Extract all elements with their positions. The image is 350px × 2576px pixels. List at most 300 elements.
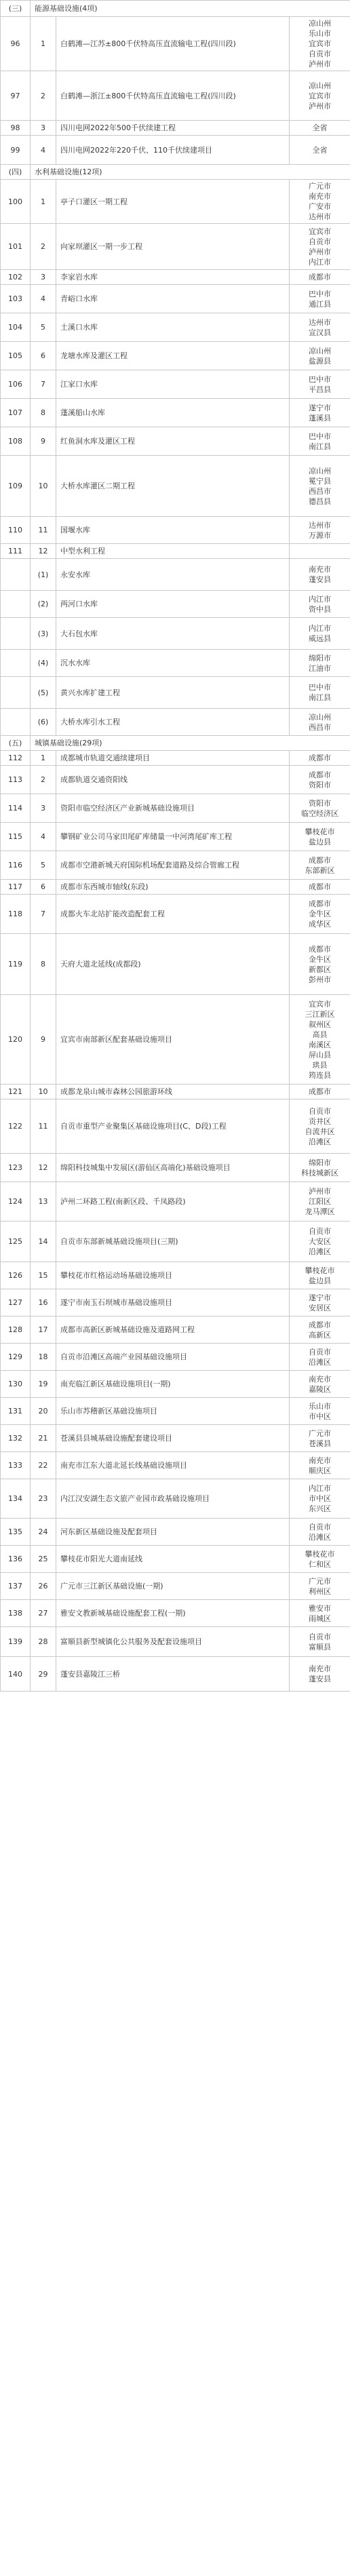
region-name: 自贡市 (309, 1227, 332, 1236)
project-name: 资阳市临空经济区产业新城基础设施项目 (56, 794, 290, 823)
project-name: 自贡市东部新城基础设施项目(三期) (56, 1222, 290, 1262)
row-number: 111 (1, 544, 31, 559)
region-name: 盐源县 (309, 356, 332, 366)
region-cell (290, 880, 350, 895)
table-row (1, 270, 350, 285)
section-row (1, 165, 350, 180)
region-cell (290, 1344, 350, 1371)
region-cell (290, 1398, 350, 1425)
table-row (1, 591, 350, 618)
region-cell (290, 1519, 350, 1546)
region-cell (290, 1546, 350, 1573)
sub-number: 5 (31, 313, 56, 342)
project-name: 攀钢矿业公司马家田尾矿库储量一中河湾尾矿库工程 (56, 823, 290, 851)
project-name: 雅安文教新城基础设施配套工程(一期) (56, 1600, 290, 1627)
region-cell (290, 136, 350, 165)
region-name: 自贡市 (309, 1347, 332, 1357)
sub-number: 12 (31, 544, 56, 559)
sub-number: 14 (31, 1222, 56, 1262)
region-name: 宜宾市 (309, 39, 332, 48)
project-name: 亭子口灌区一期工程 (56, 180, 290, 224)
sub-number: (2) (31, 591, 56, 618)
sub-number: (4) (31, 650, 56, 677)
region-name: 遂宁市 (309, 1293, 332, 1302)
region-name: 广元市 (309, 182, 332, 191)
sub-number: 11 (31, 517, 56, 544)
sub-number: 2 (31, 766, 56, 794)
region-name: 南充市 (309, 1374, 332, 1384)
region-name: 达州市 (309, 317, 332, 327)
sub-number: (3) (31, 618, 56, 650)
region-name: 巴中市 (309, 289, 332, 298)
sub-number: 2 (31, 224, 56, 270)
region-name: 凉山州 (309, 81, 332, 90)
region-name: 成都市 (309, 754, 332, 762)
region-name: 泸州市 (309, 247, 332, 256)
project-name: 蓬安县嘉陵江三桥 (56, 1657, 290, 1692)
region-name: 屏山县 (309, 1050, 332, 1059)
table-row (1, 895, 350, 934)
row-number: 134 (1, 1479, 31, 1519)
table-row (1, 517, 350, 544)
table-row (1, 121, 350, 136)
project-name: 泸州二环路工程(南新区段、千凤路段) (56, 1182, 290, 1222)
region-name: 成都市 (309, 882, 332, 891)
table-row (1, 1262, 350, 1289)
project-name: 富顺县新型城镇化公共服务及配套设施项目 (56, 1627, 290, 1657)
region-name: 遂宁市 (309, 403, 332, 412)
region-name: 南充市 (309, 565, 332, 574)
region-cell (290, 71, 350, 121)
project-name: 两河口水库 (56, 591, 290, 618)
project-name: 龙塘水库及灌区工程 (56, 342, 290, 370)
row-number (1, 591, 31, 618)
row-number (1, 709, 31, 736)
region-name: 通江县 (309, 299, 332, 309)
region-cell (290, 121, 350, 136)
region-cell (290, 766, 350, 794)
row-number: 135 (1, 1519, 31, 1546)
region-cell (290, 456, 350, 517)
row-number: 110 (1, 517, 31, 544)
table-row (1, 766, 350, 794)
row-number: 112 (1, 751, 31, 766)
region-name: 凉山州 (309, 19, 332, 28)
region-name: 凉山州 (309, 346, 332, 355)
region-name: 筠连县 (309, 1070, 332, 1080)
table-row (1, 1344, 350, 1371)
region-cell (290, 823, 350, 851)
region-cell (290, 1085, 350, 1099)
sub-number: (5) (31, 677, 56, 709)
region-name: 大安区 (309, 1237, 332, 1246)
sub-number: 27 (31, 1600, 56, 1627)
region-cell (290, 342, 350, 370)
region-cell (290, 677, 350, 709)
region-cell (290, 895, 350, 934)
row-number: 139 (1, 1627, 31, 1657)
region-cell (290, 1154, 350, 1182)
sub-number: 6 (31, 342, 56, 370)
row-number: 121 (1, 1085, 31, 1099)
region-name: 威远县 (309, 634, 332, 643)
region-cell (290, 650, 350, 677)
sub-number: 15 (31, 1262, 56, 1289)
project-name: 天府大道北延线(成都段) (56, 934, 290, 995)
region-cell (290, 370, 350, 399)
project-name: 土溪口水库 (56, 313, 290, 342)
sub-number: 20 (31, 1398, 56, 1425)
table-row (1, 823, 350, 851)
region-name: 凉山州 (309, 466, 332, 475)
table-row (1, 618, 350, 650)
region-name: 东兴区 (309, 1504, 332, 1513)
region-cell (290, 794, 350, 823)
region-name: 临空经济区 (301, 808, 339, 818)
region-name: 攀枝花市 (305, 1549, 335, 1559)
project-name: 白鹤滩—浙江±800千伏特高压直流输电工程(四川段) (56, 71, 290, 121)
region-name: 平昌县 (309, 385, 332, 394)
region-name: 彭州市 (309, 975, 332, 984)
region-name: 资阳市 (309, 798, 332, 808)
region-name: 南江县 (309, 442, 332, 451)
region-cell (290, 591, 350, 618)
row-number: 136 (1, 1546, 31, 1573)
row-number: 127 (1, 1289, 31, 1316)
table-row (1, 313, 350, 342)
table-row (1, 1657, 350, 1692)
region-name: 泸州市 (309, 1187, 332, 1196)
region-name: 高县 (312, 1030, 328, 1039)
row-number: 117 (1, 880, 31, 895)
region-name: 成都市 (309, 855, 332, 865)
project-name: 江家口水库 (56, 370, 290, 399)
table-row (1, 995, 350, 1085)
region-cell (290, 399, 350, 427)
region-name: 成都市 (309, 770, 332, 779)
region-name: 沿滩区 (309, 1532, 332, 1542)
sub-number: 7 (31, 895, 56, 934)
row-number: 107 (1, 399, 31, 427)
table-body (1, 1, 350, 1692)
table-row (1, 1182, 350, 1222)
row-number: 102 (1, 270, 31, 285)
sub-number: 19 (31, 1371, 56, 1398)
region-name: 攀枝花市 (305, 1266, 335, 1275)
table-row (1, 709, 350, 736)
region-cell (290, 1627, 350, 1657)
table-row (1, 794, 350, 823)
region-cell (290, 1262, 350, 1289)
region-name: 南江县 (309, 693, 332, 702)
project-name: 绵阳科技城集中发展区(游仙区高端化)基础设施项目 (56, 1154, 290, 1182)
project-name: 永安水库 (56, 559, 290, 591)
row-number: 98 (1, 121, 31, 136)
region-cell (290, 559, 350, 591)
table-row (1, 1452, 350, 1479)
region-cell (290, 1452, 350, 1479)
section-title: 能源基础设施(4项) (31, 1, 350, 17)
region-name: 成华区 (309, 920, 332, 929)
project-name: 自贡市沿滩区高端产业园基础设施项目 (56, 1344, 290, 1371)
sub-number: 18 (31, 1344, 56, 1371)
region-cell (290, 934, 350, 995)
table-row (1, 650, 350, 677)
row-number: 129 (1, 1344, 31, 1371)
region-name: 攀枝花市 (305, 827, 335, 836)
region-name: 内江市 (309, 257, 332, 267)
project-name: 河东新区基础设施及配套项目 (56, 1519, 290, 1546)
region-name: 龙马潭区 (305, 1207, 335, 1216)
section-number: (四) (1, 165, 31, 180)
region-name: 东部新区 (305, 865, 335, 875)
region-name: 南充市 (309, 1664, 332, 1673)
region-name: 资阳市 (309, 780, 332, 789)
region-cell (290, 1371, 350, 1398)
region-cell (290, 1573, 350, 1600)
table-row (1, 1289, 350, 1316)
row-number: 124 (1, 1182, 31, 1222)
region-name: 贡井区 (309, 1116, 332, 1126)
region-name: 金牛区 (309, 910, 332, 918)
region-cell (290, 1479, 350, 1519)
region-name: 成都市 (309, 273, 332, 281)
region-cell (290, 851, 350, 880)
row-number: 126 (1, 1262, 31, 1289)
table-row (1, 285, 350, 313)
region-cell (290, 1099, 350, 1154)
table-row (1, 1371, 350, 1398)
row-number: 125 (1, 1222, 31, 1262)
region-name: 达州市 (309, 520, 332, 530)
sub-number: 3 (31, 794, 56, 823)
sub-number: 5 (31, 851, 56, 880)
region-name: 绵阳市 (309, 653, 332, 663)
region-name: 宜宾市 (309, 227, 332, 236)
region-name: 珙县 (312, 1060, 328, 1070)
region-name: 内江市 (309, 1484, 332, 1493)
sub-number: 2 (31, 71, 56, 121)
region-name: 巴中市 (309, 431, 332, 441)
region-name: 利州区 (309, 1586, 332, 1596)
region-cell (290, 224, 350, 270)
row-number: 140 (1, 1657, 31, 1692)
section-title: 城镇基础设施(29项) (31, 736, 350, 751)
row-number: 119 (1, 934, 31, 995)
region-name: 南溪区 (309, 1040, 332, 1049)
project-name: 国堰水库 (56, 517, 290, 544)
row-number: 122 (1, 1099, 31, 1154)
project-name: 沉水水库 (56, 650, 290, 677)
region-name: 成都市 (309, 1320, 332, 1329)
table-row (1, 1573, 350, 1600)
region-name: 市中区 (309, 1494, 332, 1503)
region-name: 叙州区 (309, 1019, 332, 1029)
project-name: 成都龙泉山城市森林公园旅游环线 (56, 1085, 290, 1099)
region-name: 宣汉县 (309, 328, 332, 337)
row-number (1, 618, 31, 650)
table-row (1, 1398, 350, 1425)
section-number: (五) (1, 736, 31, 751)
region-cell (290, 1425, 350, 1452)
region-name: 全省 (312, 123, 328, 132)
row-number: 130 (1, 1371, 31, 1398)
sub-number: 16 (31, 1289, 56, 1316)
region-name: 自贡市 (309, 1632, 332, 1641)
region-name: 西昌市 (309, 722, 332, 732)
region-name: 南充市 (309, 192, 332, 201)
region-name: 自贡市 (309, 50, 332, 58)
project-name: 四川电网2022年500千伏续建工程 (56, 121, 290, 136)
row-number: 113 (1, 766, 31, 794)
region-name: 新都区 (309, 964, 332, 974)
sub-number: 3 (31, 270, 56, 285)
sub-number: 4 (31, 136, 56, 165)
sub-number: 26 (31, 1573, 56, 1600)
region-cell (290, 995, 350, 1085)
project-name: 大石包水库 (56, 618, 290, 650)
region-name: 凉山州 (309, 712, 332, 722)
region-cell (290, 1289, 350, 1316)
table-row (1, 1627, 350, 1657)
project-name: 自贡市重型产业聚集区基础设施项目(C、D段)工程 (56, 1099, 290, 1154)
sub-number: 1 (31, 180, 56, 224)
table-row (1, 1154, 350, 1182)
region-name: 巴中市 (309, 374, 332, 384)
region-cell (290, 180, 350, 224)
region-name: 顺庆区 (309, 1466, 332, 1475)
region-name: 泸州市 (309, 60, 332, 69)
table-row (1, 1085, 350, 1099)
region-cell (290, 1657, 350, 1692)
row-number: 101 (1, 224, 31, 270)
section-row (1, 736, 350, 751)
project-name: 四川电网2022年220千伏、110千伏续建项目 (56, 136, 290, 165)
region-name: 高新区 (309, 1330, 332, 1340)
region-name: 成都市 (309, 944, 332, 954)
row-number: 96 (1, 17, 31, 71)
row-number: 123 (1, 1154, 31, 1182)
region-name: 苍溪县 (309, 1439, 332, 1448)
row-number: 115 (1, 823, 31, 851)
row-number (1, 559, 31, 591)
project-name: 成都市高新区新城基础设施及道路网工程 (56, 1316, 290, 1344)
region-cell (290, 1316, 350, 1344)
row-number: 99 (1, 136, 31, 165)
project-name: 黄兴水库扩建工程 (56, 677, 290, 709)
region-cell (290, 1182, 350, 1222)
table-row (1, 71, 350, 121)
sub-number: 24 (31, 1519, 56, 1546)
region-name: 蓬溪县 (309, 413, 332, 423)
project-name: 向家坝灌区一期一步工程 (56, 224, 290, 270)
region-name: 成都市 (309, 1087, 332, 1096)
table-row (1, 1222, 350, 1262)
table-row (1, 544, 350, 559)
region-name: 金牛区 (309, 954, 332, 964)
row-number: 118 (1, 895, 31, 934)
table-row (1, 1425, 350, 1452)
region-name: 蓬安县 (309, 575, 332, 584)
region-cell (290, 17, 350, 71)
row-number: 109 (1, 456, 31, 517)
table-row (1, 17, 350, 71)
region-name: 乐山市 (309, 29, 332, 38)
project-name: 成都市空港新城天府国际机场配套道路及综合管廊工程 (56, 851, 290, 880)
row-number: 104 (1, 313, 31, 342)
row-number: 128 (1, 1316, 31, 1344)
sub-number: 11 (31, 1099, 56, 1154)
region-name: 仁和区 (309, 1559, 332, 1569)
region-cell (290, 751, 350, 766)
region-name: 南充市 (309, 1456, 332, 1465)
region-name: 江油市 (309, 663, 332, 673)
region-name: 内江市 (309, 594, 332, 604)
row-number: 116 (1, 851, 31, 880)
table-row (1, 1316, 350, 1344)
row-number (1, 650, 31, 677)
table-row (1, 370, 350, 399)
row-number: 106 (1, 370, 31, 399)
project-name: 大桥水库灌区二期工程 (56, 456, 290, 517)
region-name: 德昌县 (309, 496, 332, 506)
table-row (1, 1600, 350, 1627)
table-row (1, 224, 350, 270)
region-name: 绵阳市 (309, 1158, 332, 1167)
sub-number: 13 (31, 1182, 56, 1222)
row-number: 97 (1, 71, 31, 121)
table-row (1, 1479, 350, 1519)
region-name: 万源市 (309, 530, 332, 540)
row-number: 132 (1, 1425, 31, 1452)
section-number: (三) (1, 1, 31, 17)
table-row (1, 399, 350, 427)
sub-number: 1 (31, 751, 56, 766)
project-name: 南充市江东大道北延长线基础设施项目 (56, 1452, 290, 1479)
sub-number: 3 (31, 121, 56, 136)
table-row (1, 136, 350, 165)
project-name: 中型水利工程 (56, 544, 290, 559)
region-cell (290, 427, 350, 456)
sub-number: 29 (31, 1657, 56, 1692)
region-cell (290, 517, 350, 544)
row-number: 100 (1, 180, 31, 224)
row-number: 138 (1, 1600, 31, 1627)
project-name: 攀枝花市阳光大道南延线 (56, 1546, 290, 1573)
table-row (1, 456, 350, 517)
project-name: 苍溪县县城基础设施配套建设项目 (56, 1425, 290, 1452)
sub-number: 8 (31, 934, 56, 995)
project-name: 宜宾市南部新区配套基础设施项目 (56, 995, 290, 1085)
region-name: 全省 (312, 145, 328, 155)
sub-number: 6 (31, 880, 56, 895)
row-number: 105 (1, 342, 31, 370)
sub-number: 22 (31, 1452, 56, 1479)
row-number: 133 (1, 1452, 31, 1479)
region-name: 宜宾市 (309, 91, 332, 100)
region-name: 沿滩区 (309, 1357, 332, 1367)
region-cell (290, 313, 350, 342)
table-row (1, 1519, 350, 1546)
region-cell (290, 544, 350, 559)
region-name: 雅安市 (309, 1603, 332, 1613)
table-row (1, 427, 350, 456)
project-name: 乐山市苏稽新区基础设施项目 (56, 1398, 290, 1425)
sub-number: 23 (31, 1479, 56, 1519)
region-name: 江阳区 (309, 1197, 332, 1206)
region-name: 广安市 (309, 202, 332, 211)
sub-number: 7 (31, 370, 56, 399)
